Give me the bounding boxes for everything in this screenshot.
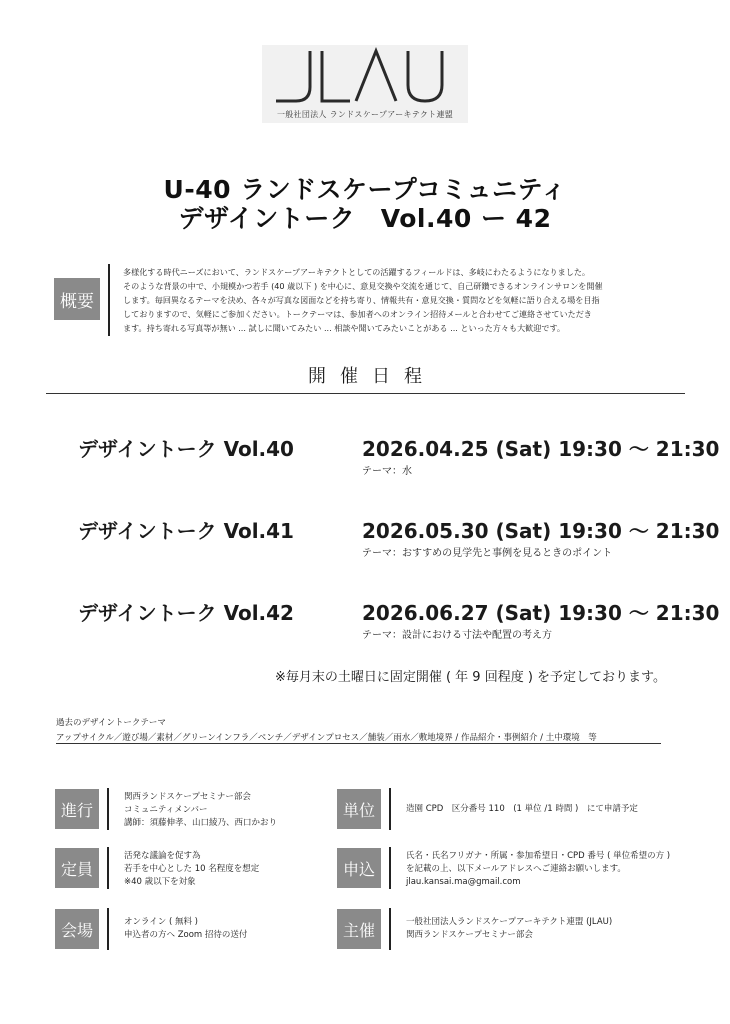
capacity-text (124, 850, 324, 889)
event-theme: テーマ：水 (362, 466, 412, 477)
capacity-line: 若手を中心とした 10 名程度を想定 (124, 864, 260, 874)
venue-line: 申込者の方へ Zoom 招待の送付 (124, 930, 248, 940)
overview-label: 概要 (54, 278, 100, 320)
past-themes-list: アップサイクル／遊び場／素材／グリーンインフラ／ベンチ／デザインプロセス／舗装／雨水／敷地境界 / 作品紹介・事例紹介 / 土中環境 等 (56, 733, 597, 743)
venue-divider (107, 908, 109, 950)
organizer-divider (107, 788, 109, 830)
schedule-divider (46, 393, 685, 394)
event-theme: テーマ：設計における寸法や配置の考え方 (362, 630, 552, 641)
overview-line: ます。持ち寄れる写真等が無い ... 試しに聞いてみたい ... 相談や聞いてみたいことがある ... といった方々も大歓迎です。 (123, 323, 565, 333)
page-subtitle: デザイントーク Vol.40 ー 42 (178, 204, 552, 233)
past-themes-label: 過去のデザイントークテーマ (56, 718, 166, 728)
credit-line: 造園 CPD 区分番号 110 (1 単位 /1 時間 ) にて申請予定 (406, 804, 638, 814)
organizer-line: コミュニティメンバー (124, 805, 208, 815)
organizer-label: 進行 (55, 789, 99, 829)
jlau-logo (262, 45, 468, 123)
overview-text (123, 265, 683, 335)
schedule-heading: 開催日程 (308, 366, 436, 387)
apply-label: 申込 (337, 848, 381, 888)
venue-label: 会場 (55, 909, 99, 949)
organizer-text (124, 791, 324, 830)
credit-label: 単位 (337, 789, 381, 829)
host-line: 関西ランドスケープセミナー部会 (406, 930, 533, 940)
credit-divider (389, 788, 391, 830)
capacity-line: 活発な議論を促す為 (124, 851, 201, 861)
apply-line: 氏名・氏名フリガナ・所属・参加希望日・CPD 番号 ( 単位希望の方 ) (406, 851, 671, 861)
capacity-label: 定員 (55, 848, 99, 888)
event-datetime: 2026.04.25 (Sat) 19:30 ～ 21:30 (362, 437, 720, 461)
logo-subtitle: 一般社団法人 ランドスケープアーキテクト連盟 (276, 110, 454, 119)
event-name: デザイントーク Vol.42 (78, 601, 294, 625)
capacity-line: ※40 歳以下を対象 (124, 877, 196, 887)
page-title: U-40 ランドスケープコミュニティ (163, 175, 567, 204)
apply-divider (389, 847, 391, 889)
event-theme: テーマ：おすすめの見学先と事例を見るときのポイント (362, 548, 613, 559)
schedule-note: ※毎月末の土曜日に固定開催 ( 年 9 回程度 ) を予定しております。 (274, 670, 666, 685)
event-name: デザイントーク Vol.41 (78, 519, 294, 543)
overview-divider (108, 264, 110, 336)
host-text (406, 916, 696, 942)
past-themes-divider (56, 743, 661, 744)
apply-line: を記載の上、以下メールアドレスへご連絡お願いします。 (406, 864, 626, 874)
overview-line: しておりますので、気軽にご参加ください。トークテーマは、参加者へのオンライン招待メールと合わせてご連絡させていただき (123, 309, 592, 319)
apply-email[interactable]: jlau.kansai.ma@gmail.com (406, 877, 521, 887)
capacity-divider (107, 847, 109, 889)
organizer-line: 講師：須藤伸孝、山口綾乃、西口かおり (124, 818, 278, 828)
host-divider (389, 908, 391, 950)
overview-line: 多様化する時代ニーズにおいて、ランドスケープアーキテクトとしての活躍するフィールドは、多岐にわたるようになりました。 (123, 267, 591, 277)
overview-line: そのような背景の中で、小規模かつ若手 (40 歳以下 ) を中心に、意見交換や交流を通じて、自己研鑽できるオンラインサロンを開催 (123, 281, 603, 291)
overview-line: します。毎回異なるテーマを決め、各々が写真な図面などを持ち寄り、情報共有・意見交換・質問などを気軽に語り合える場を目指 (123, 295, 600, 305)
jlau-logo-mark (262, 45, 468, 109)
apply-text (406, 850, 706, 889)
host-label: 主催 (337, 909, 381, 949)
venue-line: オンライン ( 無料 ) (124, 917, 198, 927)
host-line: 一般社団法人ランドスケープアーキテクト連盟 (JLAU) (406, 917, 613, 927)
event-datetime: 2026.05.30 (Sat) 19:30 ～ 21:30 (362, 519, 720, 543)
event-datetime: 2026.06.27 (Sat) 19:30 ～ 21:30 (362, 601, 720, 625)
venue-text (124, 916, 324, 942)
credit-text (406, 803, 696, 816)
event-name: デザイントーク Vol.40 (78, 437, 294, 461)
organizer-line: 関西ランドスケープセミナー部会 (124, 792, 251, 802)
